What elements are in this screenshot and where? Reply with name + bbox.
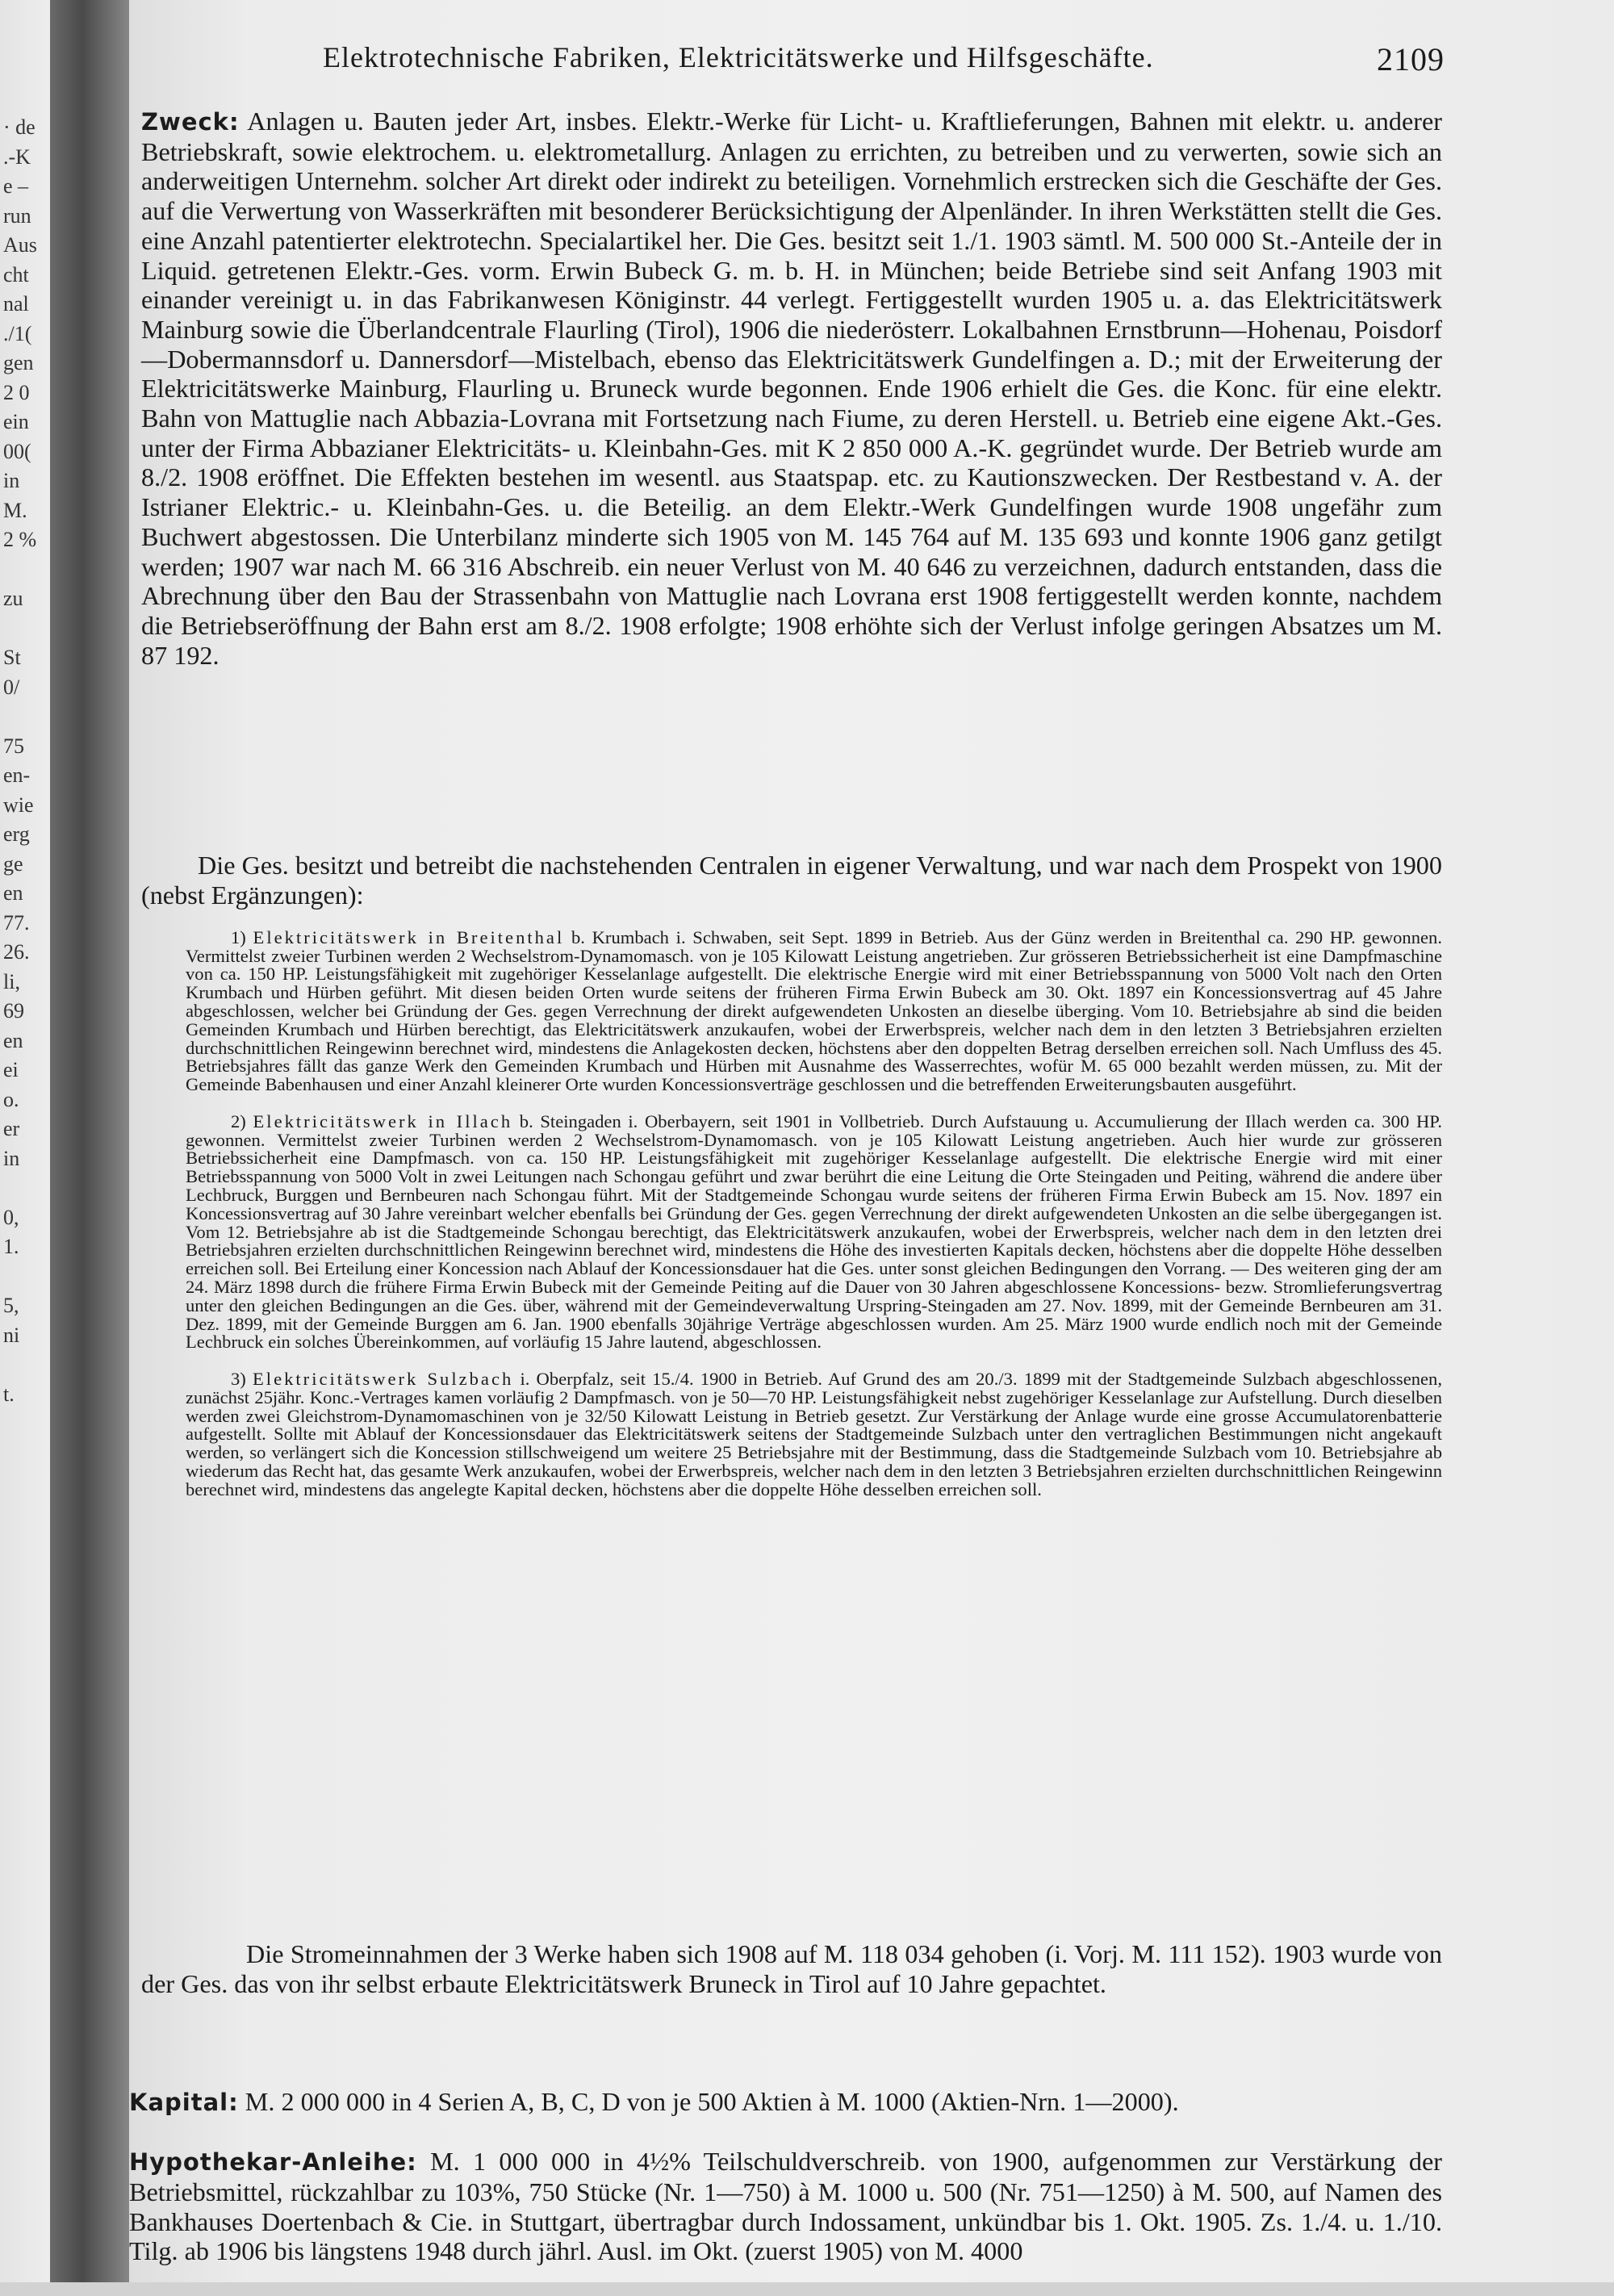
- left-page-fragment: 69: [3, 999, 24, 1023]
- left-page-fragment: [3, 555, 52, 585]
- intro-text: Die Ges. besitzt und betreibt die nachstehenden Centralen in eigener Verwaltung, und war nach dem Prospekt von 1900 (nebst Ergänzungen):: [141, 851, 1442, 910]
- left-page-fragment: [3, 702, 52, 732]
- running-title: Elektrotechnische Fabriken, Elektricitätswerke und Hilfsgeschäfte.: [323, 41, 1154, 73]
- central-item: [186, 1370, 1442, 1499]
- left-page-fragment: er: [3, 1117, 20, 1140]
- left-page-fragment: ei: [3, 1058, 19, 1081]
- kapital-text: M. 2 000 000 in 4 Serien A, B, C, D von je 500 Aktien à M. 1000 (Aktien-Nrn. 1—2000).: [238, 2086, 1179, 2116]
- page-header: [323, 40, 1445, 81]
- left-page-fragment: [3, 614, 52, 644]
- left-page-fragment: ./1(: [3, 321, 32, 345]
- capital-section: [129, 2057, 1442, 2296]
- central-item: [186, 1110, 1442, 1353]
- kapital-paragraph: [129, 2087, 1442, 2118]
- left-page-fragment: [3, 1409, 52, 1439]
- stromeinnahmen-text: Die Stromeinnahmen der 3 Werke haben sich 1908 auf M. 118 034 gehoben (i. Vorj. M. 111 152). 1903 wurde von der Ges. das von ihr selbst erbaute Elektricitätswerk Bruneck in Tirol auf 10 Jahre gepachtet.: [141, 1939, 1442, 1998]
- left-page-fragment: cht: [3, 262, 29, 286]
- left-page-fragment: en: [3, 881, 23, 905]
- left-page-fragment: 2 %: [3, 528, 37, 551]
- left-page-fragment: wie: [3, 793, 34, 817]
- left-page-fragment: li,: [3, 969, 20, 993]
- left-page-fragment: [3, 1262, 52, 1292]
- central-text: b. Krumbach i. Schwaben, seit Sept. 1899 in Betrieb. Aus der Günz werden in Breitenthal ca. 290 HP. gewonnen. Vermittelst zweier Turbinen werden 2 Wechselstrom-Dynamomasch. von je 105 Kilowatt Leistung angetrieben. Zur grösseren Betriebssicherheit ist eine Dampfmaschine von ca. 150 HP. Leistungsfähigkeit mit zugehöriger Kesselanlage aufgestellt. Die elektrische Energie wird mit einer Betriebsspannung von 5000 Volt nach den Orten Krumbach und Hürben geführt. Mit diesen beiden Orten wurde seitens der früheren Firma Erwin Bubeck am 30. Okt. 1897 ein Koncessionsvertrag auf 45 Jahre abgeschlossen, welcher bei Gründung der Ges. gegen Verrechnung der direkt aufgewendeten Unkosten an dieselbe überging. Vom 10. Betriebsjahre ab sind die beiden Gemeinden Krumbach und Hürben berechtigt, das Elektricitätswerk anzukaufen, wobei der Erwerbspreis, welcher nach dem in den letzten 3 Betriebsjahren erzielten durchschnittlichen Reingewinn berechnet wird, mindestens die Anlagekosten decken, höchstens aber den doppelten Betrag derselben erreichen soll. Nach Umfluss des 45. Betriebsjahres fällt das ganze Werk den Gemeinden Krumbach und Hürben mit Ausnahme des Wasserrechtes, wofür M. 65 000 bezahlt werden müssen, zu. Mit der Gemeinde Babenhausen und einer Anzahl kleinerer Orte wurden Koncessionsverträge geschlossen und die betreffenden Erweiterungsbauten ausgeführt.: [186, 926, 1442, 1095]
- zweck-paragraph: [141, 107, 1442, 670]
- kapital-label: Kapital:: [129, 2088, 239, 2116]
- left-page-fragment: in: [3, 1146, 20, 1170]
- central-text: i. Oberpfalz, seit 15./4. 1900 in Betrieb. Auf Grund des am 20./3. 1899 mit der Stadtgemeinde Sulzbach abgeschlossenen, zunächst 25jähr. Konc.-Vertrages kamen vorläufig 2 Dampfmasch. von je 50—70 HP. Leistungsfähigkeit nebst zugehöriger Kesselanlage zur Aufstellung. Durch dieselben werden zwei Gleichstrom-Dynamomaschinen von je 32/50 Kilowatt Leistung in Betrieb gesetzt. Zur Verstärkung der Anlage wurde eine grosse Accumulatorenbatterie aufgestellt. Sollte mit Ablauf der Koncessionsdauer das Elektricitätswerk seitens der Stadtgemeinde Sulzbach unter den vertraglichen Bestimmungen nicht angekauft werden, so verlängert sich die Koncession stillschweigend um weitere 25 Betriebsjahre mit der Bestimmung, dass die Stadtgemeinde Sulzbach vom 10. Betriebsjahre ab wiederum das Recht hat, das gesamte Werk anzukaufen, wobei der Erwerbspreis, welcher nach dem in den letzten 3 Betriebsjahren erzielten durchschnittlichen Reingewinn berechnet wird, mindestens das angelegte Kapital decken, höchstens aber die doppelte Höhe desselben erreichen soll.: [186, 1368, 1442, 1499]
- left-page-fragment: 26.: [3, 940, 30, 964]
- left-page-text-fragments: [3, 113, 52, 1439]
- central-name: Elektricitätswerk in Illach: [253, 1110, 513, 1131]
- left-page-fragment: Aus: [3, 233, 37, 257]
- book-spine-shadow: [50, 0, 131, 2282]
- left-page-fragment: · de: [3, 115, 36, 139]
- left-page-fragment: e –: [3, 174, 29, 198]
- left-page-fragment: erg: [3, 822, 30, 846]
- left-page-fragment: in: [3, 469, 20, 492]
- central-text: b. Steingaden i. Oberbayern, seit 1901 in Vollbetrieb. Durch Aufstauung u. Accumulierung der Illach werden ca. 300 HP. gewonnen. Vermittelst zweier Turbinen werden 2 Wechselstrom-Dynamomasch. von je 105 Kilowatt Leistung angetrieben. Auch hier wurde zur grösseren Betriebssicherheit eine Dampfmasch. von ca. 150 HP. Leistungsfähigkeit mit zugehöriger Kesselanlage aufgestellt. Die elektrische Energie wird mit einer Betriebsspannung von 5000 Volt in zwei Leitungen nach Schongau geführt und zwar berührt die eine Leitung die Orte Steingaden und Peiting, während die andere über Lechbruck, Burggen und Bernbeuren nach Schongau führt. Mit der Stadtgemeinde Schongau wurde seitens der früheren Firma Erwin Bubeck am 15. Nov. 1897 ein Koncessionsvertrag auf 30 Jahre vereinbart welcher ebenfalls bei Gründung der Ges. gegen Verrechnung der direkt aufgewendeten Unkosten an die selbe übergegangen ist. Vom 12. Betriebsjahre ab ist die Stadtgemeinde Schongau berechtigt, das Elektricitätswerk anzukaufen, wobei der Erwerbspreis, welcher nach dem in den letzten drei Betriebsjahren erzielten durchschnittlichen Reingewinn berechnet wird, mindestens die Höhe des investierten Kapitals decken, höchstens aber die doppelte Höhe desselben erreichen soll. Bei Erteilung einer Koncession nach Ablauf der Koncessionsdauer hat die Ges. unter sonst gleichen Bedingungen den Vorrang. — Des weiteren ging der am 24. März 1898 durch die frühere Firma Erwin Bubeck mit der Gemeinde Peiting auf die Dauer von 30 Jahren abgeschlossene Koncessions- bezw. Stromlieferungsvertrag unter den gleichen Bedingungen an die Ges. über, während mit der Gemeindeverwaltung Urspring-Steingaden am 27. Nov. 1899, mit der Gemeinde Bernbeuren am 31. Dez. 1899, mit der Gemeinde Burggen am 6. Jan. 1900 ebenfalls 30jährige Verträge abgeschlossen wurden. Am 25. März 1900 wurde endlich noch mit der Gemeinde Lechbruck ein solches Übereinkommen, auf vorläufig 15 Jahre lautend, abgeschlossen.: [186, 1110, 1442, 1353]
- left-page-fragment: [3, 1350, 52, 1380]
- left-page-fragment: en: [3, 1028, 23, 1052]
- zweck-text: Anlagen u. Bauten jeder Art, insbes. Elektr.-Werke für Licht- u. Kraftlieferungen, Bahnen mit elektr. u. anderer Betriebskraft, sowie elektrochem. u. elektrometallurg. Anlagen zu errichten, zu betreiben und zu verwerten, sowie sich an anderweitigen Unternehm. solcher Art direkt oder indirekt zu beteiligen. Vornehmlich erstrecken sich die Geschäfte der Ges. auf die Verwertung von Wasserkräften mit besonderer Berücksichtigung der Alpenländer. In ihren Werkstätten stellt die Ges. eine Anzahl patentierter elektrotechn. Specialartikel her. Die Ges. besitzt seit 1./1. 1903 sämtl. M. 500 000 St.-Anteile der in Liquid. getretenen Elektr.-Ges. vorm. Erwin Bubeck G. m. b. H. in München; beide Betriebe sind seit Anfang 1903 mit einander vereinigt u. in das Fabrikanwesen Königinstr. 44 verlegt. Fertiggestellt wurden 1905 u. a. das Elektricitätswerk Mainburg sowie die Überlandcentrale Flaurling (Tirol), 1906 die niederösterr. Lokalbahnen Ernstbrunn—Hohenau, Poisdorf—Dobermannsdorf u. Dannersdorf—Mistelbach, ebenso das Elektricitätswerk Gundelfingen a. D.; mit der Erweiterung der Elektricitätswerke Mainburg, Flaurling u. Bruneck wurde begonnen. Ende 1906 erhielt die Ges. die Konc. für eine elektr. Bahn von Mattuglie nach Abbazia-Lovrana mit Fortsetzung nach Fiume, zu deren Herstell. u. Betrieb eine eigene Akt.-Ges. unter der Firma Abbazianer Elektricitäts- u. Kleinbahn-Ges. mit K 2 850 000 A.-K. gegründet wurde. Der Betrieb wurde am 8./2. 1908 eröffnet. Die Effekten bestehen im wesentl. aus Staatspap. etc. zu Kautionszwecken. Der Restbestand v. A. der Istrianer Elektric.- u. Kleinbahn-Ges. u. die Beteilig. an dem Elektr.-Werk Gundelfingen wurde 1908 ungefähr zum Buchwert abgestossen. Die Unterbilanz minderte sich 1905 von M. 145 764 auf M. 135 693 und konnte 1906 ganz getilgt werden; 1907 war nach M. 66 316 Abschreib. ein neuer Verlust von M. 40 646 zu verzeichnen, dadurch entstanden, dass die Abrechnung über den Bau der Strassenbahn von Mattuglie nach Lovrana erst 1908 fertiggestellt werden konnte, nachdem die Betriebseröffnung der Bahn erst am 8./2. 1908 erfolgte; 1908 erhöhte sich der Verlust infolge geringen Absatzes um M. 87 192.: [141, 107, 1442, 670]
- left-page-fragment: 77.: [3, 910, 30, 935]
- centrals-list: [186, 910, 1442, 1517]
- central-item: [186, 926, 1442, 1095]
- left-page-fragment: nal: [3, 292, 29, 316]
- central-number: 3): [231, 1368, 246, 1389]
- left-page-fragment: en-: [3, 763, 31, 787]
- left-page-fragment: o.: [3, 1087, 19, 1111]
- left-page-fragment: 0,: [3, 1205, 19, 1229]
- page-number: 2109: [1377, 41, 1445, 77]
- left-page-fragment: ge: [3, 851, 23, 876]
- left-page-fragment: 00(: [3, 439, 31, 463]
- left-page-fragment: zu: [3, 587, 23, 610]
- left-page-fragment: ein: [3, 410, 29, 433]
- left-page-fragment: t.: [3, 1382, 15, 1406]
- left-page-fragment: 2 0: [3, 380, 30, 404]
- central-number: 2): [231, 1110, 246, 1131]
- left-page-fragment: St: [3, 646, 21, 669]
- left-page-fragment: 1.: [3, 1235, 19, 1258]
- stromeinnahmen-paragraph: [141, 1939, 1442, 1998]
- left-page-fragment: 0/: [3, 675, 20, 699]
- hypothekar-text: M. 1 000 000 in 4½% Teilschuldverschreib. von 1900, aufgenommen zur Verstärkung der Betriebsmittel, rückzahlbar zu 103%, 750 Stücke (Nr. 1—750) à M. 1000 u. 500 (Nr. 751—1250) à M. 500, auf Namen des Bankhauses Doertenbach & Cie. in Stuttgart, übertragbar durch Indossament, unkündbar bis 1. Okt. 1905. Zs. 1./4. u. 1./10. Tilg. ab 1906 bis längstens 1948 durch jährl. Ausl. im Okt. (zuerst 1905) von M. 4000: [129, 2147, 1442, 2266]
- central-number: 1): [231, 926, 246, 947]
- left-page-fragment: 5,: [3, 1294, 19, 1317]
- left-page-fragment: ni: [3, 1323, 20, 1347]
- central-name: Elektricitätswerk Sulzbach: [252, 1368, 514, 1389]
- hypothekar-paragraph: [129, 2147, 1442, 2266]
- zweck-label: Zweck:: [141, 108, 240, 136]
- central-name: Elektricitätswerk in Breitenthal: [253, 926, 565, 947]
- intro-paragraph: [141, 851, 1442, 910]
- hypothekar-label: Hypothekar-Anleihe:: [129, 2148, 417, 2177]
- left-page-fragment: [3, 1173, 52, 1203]
- left-page-fragment: run: [3, 203, 31, 228]
- left-page-fragment: 75: [3, 734, 24, 758]
- left-page-fragment: .-K: [3, 144, 31, 169]
- left-page-fragment: M.: [3, 498, 27, 522]
- left-page-fragment: gen: [3, 351, 34, 374]
